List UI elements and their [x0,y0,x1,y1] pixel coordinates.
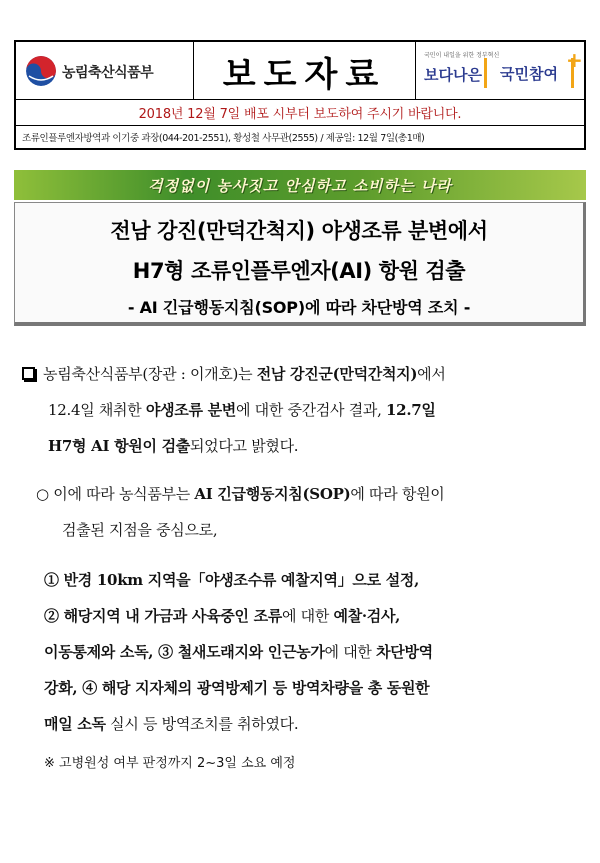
paragraph-3-line-1: ① 반경 10km 지역을「야생조수류 예찰지역」으로 설정, [44,571,419,589]
taegeuk-logo-icon [26,56,56,86]
banner-text: 걱정없이 농사짓고 안심하고 소비하는 나라 [148,176,452,195]
press-release-header [14,40,586,150]
headline-box [14,202,586,326]
paragraph-2-line-1: ○ 이에 따라 농식품부는 AI 긴급행동지침(SOP)에 따라 항원이 [36,485,445,503]
paragraph-3-line-3: 이동통제와 소독, ③ 철새도래지와 인근농가에 대한 차단방역 [44,643,433,661]
slogan-left-text: 보다나은 [424,66,482,84]
slogan-cell [416,42,584,100]
square-bullet-icon [22,367,35,380]
slogan-small-text: 국민이 내일을 위한 정부혁신 [424,52,500,59]
contact-row [16,126,584,148]
header-top-row [16,42,584,100]
headline-line-1: 전남 강진(만덕간척지) 야생조류 분변에서 [110,219,488,243]
doc-type-cell [194,42,416,100]
slogan-bracketed-text: 국민참여 [484,58,574,88]
paragraph-1-line-2: 12.4일 채취한 야생조류 분변에 대한 중간검사 결과, 12.7일 [48,401,436,419]
footnote: ※ 고병원성 여부 판정까지 2~3일 소요 예정 [44,756,296,771]
paragraph-2-line-2: 검출된 지점을 중심으로, [62,521,218,539]
ministry-logo-cell [16,42,194,100]
headline-subtitle: - AI 긴급행동지침(SOP)에 따라 차단방역 조치 - [127,298,471,317]
release-note: 2018년 12월 7일 배포 시부터 보도하여 주시기 바랍니다. [138,107,462,122]
paragraph-3-line-4: 강화, ④ 해당 지자체의 광역방제기 등 방역차량을 총 동원한 [44,679,430,697]
paragraph-1-line-1: 농림축산식품부(장관 : 이개호)는 전남 강진군(만덕간척지)에서 [22,356,446,392]
release-note-row [16,100,584,126]
paragraph-1-line-3: H7형 AI 항원이 검출되었다고 밝혔다. [48,437,299,455]
ministry-name: 농림축산식품부 [62,65,154,81]
paragraph-3-line-2: ② 해당지역 내 가금과 사육중인 조류에 대한 예찰·검사, [44,607,401,625]
headline-line-2: H7형 조류인플루엔자(AI) 항원 검출 [132,259,466,283]
doc-type-title: 보도자료 [222,54,387,95]
paragraph-3-line-5: 매일 소독 실시 등 방역조치를 취하였다. [44,715,299,733]
slogan-banner [14,170,586,200]
contact-line: 조류인플루엔자방역과 이기중 과장(044-201-2551), 황성철 사무관(2555) / 제공일: 12월 7일(총1매) [22,133,425,144]
plus-icon: + [566,48,583,72]
